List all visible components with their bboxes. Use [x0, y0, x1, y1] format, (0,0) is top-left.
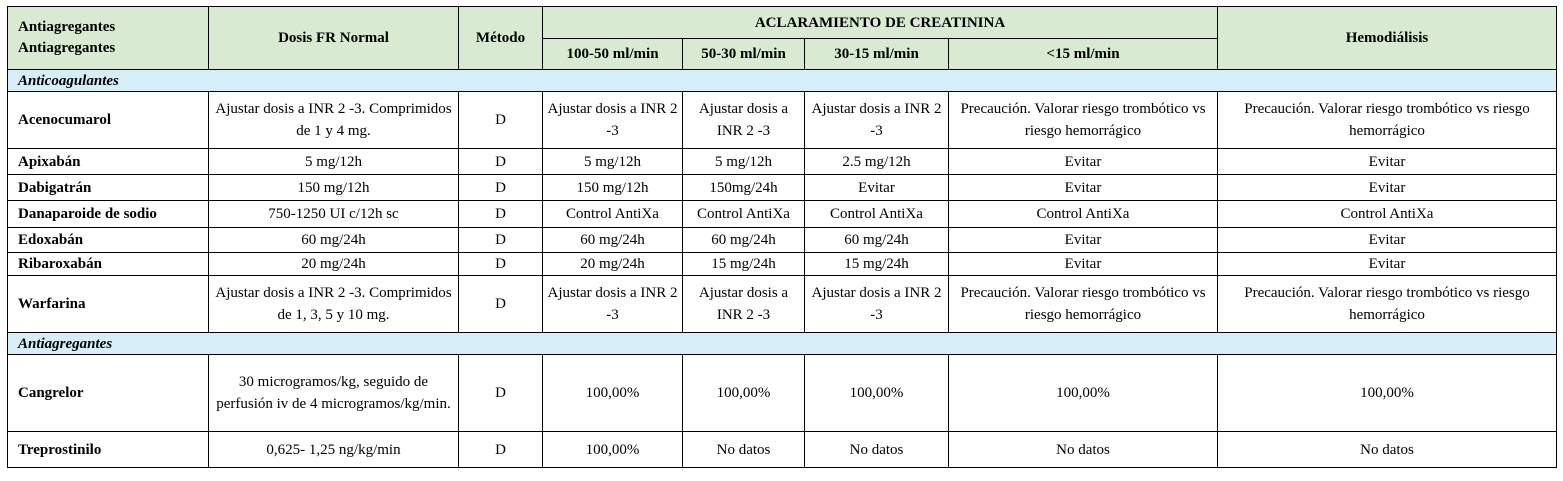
method-cell: D	[459, 149, 543, 175]
clearance-under-15-cell: 100,00%	[949, 355, 1218, 432]
clearance-50-30-cell: 60 mg/24h	[683, 228, 805, 253]
renal-dosing-table	[7, 6, 1557, 468]
dose-cell: 30 microgramos/kg, seguido de perfusión iv de 4 microgramos/kg/min.	[209, 355, 459, 432]
clearance-30-15-cell: Ajustar dosis a INR 2 -3	[805, 92, 949, 149]
method-cell: D	[459, 175, 543, 201]
clearance-30-15-cell: 15 mg/24h	[805, 253, 949, 276]
table-body	[8, 70, 1557, 468]
hemodialisis-cell: 100,00%	[1218, 355, 1557, 432]
clearance-30-15-cell: Control AntiXa	[805, 201, 949, 228]
drug-name: Cangrelor	[8, 355, 209, 432]
clearance-under-15-cell: Precaución. Valorar riesgo trombótico vs riesgo hemorrágico	[949, 276, 1218, 333]
clearance-100-50-cell: 150 mg/12h	[543, 175, 683, 201]
hemodialisis-cell: Precaución. Valorar riesgo trombótico vs riesgo hemorrágico	[1218, 92, 1557, 149]
clearance-50-30-cell: Control AntiXa	[683, 201, 805, 228]
method-cell: D	[459, 228, 543, 253]
section-row	[8, 70, 1557, 92]
header-aclaramiento: ACLARAMIENTO DE CREATININA	[543, 7, 1218, 39]
hemodialisis-cell: Control AntiXa	[1218, 201, 1557, 228]
section-title: Antiagregantes	[8, 333, 1557, 355]
header-drug-column	[8, 7, 209, 70]
clearance-under-15-cell: Evitar	[949, 228, 1218, 253]
header-dosis: Dosis FR Normal	[209, 7, 459, 70]
clearance-under-15-cell: No datos	[949, 432, 1218, 468]
table-row	[8, 432, 1557, 468]
clearance-100-50-cell: 60 mg/24h	[543, 228, 683, 253]
method-cell: D	[459, 92, 543, 149]
hemodialisis-cell: Evitar	[1218, 228, 1557, 253]
clearance-50-30-cell: 15 mg/24h	[683, 253, 805, 276]
clearance-100-50-cell: Control AntiXa	[543, 201, 683, 228]
drug-name: Apixabán	[8, 149, 209, 175]
dose-cell: 150 mg/12h	[209, 175, 459, 201]
clearance-30-15-cell: Ajustar dosis a INR 2 -3	[805, 276, 949, 333]
header-clearance-under-15: <15 ml/min	[949, 39, 1218, 70]
table-row	[8, 175, 1557, 201]
clearance-100-50-cell: 20 mg/24h	[543, 253, 683, 276]
clearance-30-15-cell: 100,00%	[805, 355, 949, 432]
table-row	[8, 228, 1557, 253]
clearance-100-50-cell: 100,00%	[543, 432, 683, 468]
section-title: Anticoagulantes	[8, 70, 1557, 92]
table-row	[8, 355, 1557, 432]
header-clearance-30-15: 30-15 ml/min	[805, 39, 949, 70]
table-row	[8, 92, 1557, 149]
table-row	[8, 276, 1557, 333]
clearance-under-15-cell: Control AntiXa	[949, 201, 1218, 228]
clearance-under-15-cell: Evitar	[949, 253, 1218, 276]
table-row	[8, 149, 1557, 175]
hemodialisis-cell: Evitar	[1218, 253, 1557, 276]
clearance-under-15-cell: Precaución. Valorar riesgo trombótico vs riesgo hemorrágico	[949, 92, 1218, 149]
clearance-30-15-cell: No datos	[805, 432, 949, 468]
clearance-50-30-cell: 100,00%	[683, 355, 805, 432]
method-cell: D	[459, 201, 543, 228]
method-cell: D	[459, 432, 543, 468]
table-header	[8, 7, 1557, 70]
drug-name: Acenocumarol	[8, 92, 209, 149]
clearance-under-15-cell: Evitar	[949, 149, 1218, 175]
drug-name: Edoxabán	[8, 228, 209, 253]
clearance-50-30-cell: Ajustar dosis a INR 2 -3	[683, 276, 805, 333]
clearance-under-15-cell: Evitar	[949, 175, 1218, 201]
clearance-30-15-cell: Evitar	[805, 175, 949, 201]
drug-name: Dabigatrán	[8, 175, 209, 201]
drug-name: Danaparoide de sodio	[8, 201, 209, 228]
clearance-50-30-cell: 5 mg/12h	[683, 149, 805, 175]
drug-name: Ribaroxabán	[8, 253, 209, 276]
dose-cell: Ajustar dosis a INR 2 -3. Comprimidos de 1, 3, 5 y 10 mg.	[209, 276, 459, 333]
method-cell: D	[459, 253, 543, 276]
dose-cell: 20 mg/24h	[209, 253, 459, 276]
dose-cell: Ajustar dosis a INR 2 -3. Comprimidos de 1 y 4 mg.	[209, 92, 459, 149]
clearance-50-30-cell: 150mg/24h	[683, 175, 805, 201]
clearance-100-50-cell: 5 mg/12h	[543, 149, 683, 175]
method-cell: D	[459, 355, 543, 432]
clearance-30-15-cell: 2.5 mg/12h	[805, 149, 949, 175]
drug-name: Warfarina	[8, 276, 209, 333]
drug-name: Treprostinilo	[8, 432, 209, 468]
header-metodo: Método	[459, 7, 543, 70]
method-cell: D	[459, 276, 543, 333]
dose-cell: 60 mg/24h	[209, 228, 459, 253]
section-row	[8, 333, 1557, 355]
table-row	[8, 201, 1557, 228]
clearance-30-15-cell: 60 mg/24h	[805, 228, 949, 253]
header-drug-line1: Antiagregantes	[18, 19, 116, 35]
dose-cell: 0,625- 1,25 ng/kg/min	[209, 432, 459, 468]
header-clearance-100-50: 100-50 ml/min	[543, 39, 683, 70]
hemodialisis-cell: Evitar	[1218, 175, 1557, 201]
clearance-100-50-cell: 100,00%	[543, 355, 683, 432]
hemodialisis-cell: No datos	[1218, 432, 1557, 468]
header-drug-line2: Antiagregantes	[18, 40, 116, 56]
clearance-50-30-cell: Ajustar dosis a INR 2 -3	[683, 92, 805, 149]
hemodialisis-cell: Precaución. Valorar riesgo trombótico vs riesgo hemorrágico	[1218, 276, 1557, 333]
hemodialisis-cell: Evitar	[1218, 149, 1557, 175]
dose-cell: 750-1250 UI c/12h sc	[209, 201, 459, 228]
header-clearance-50-30: 50-30 ml/min	[683, 39, 805, 70]
clearance-100-50-cell: Ajustar dosis a INR 2 -3	[543, 92, 683, 149]
clearance-50-30-cell: No datos	[683, 432, 805, 468]
table-row	[8, 253, 1557, 276]
dose-cell: 5 mg/12h	[209, 149, 459, 175]
header-hemodialisis: Hemodiálisis	[1218, 7, 1557, 70]
clearance-100-50-cell: Ajustar dosis a INR 2 -3	[543, 276, 683, 333]
